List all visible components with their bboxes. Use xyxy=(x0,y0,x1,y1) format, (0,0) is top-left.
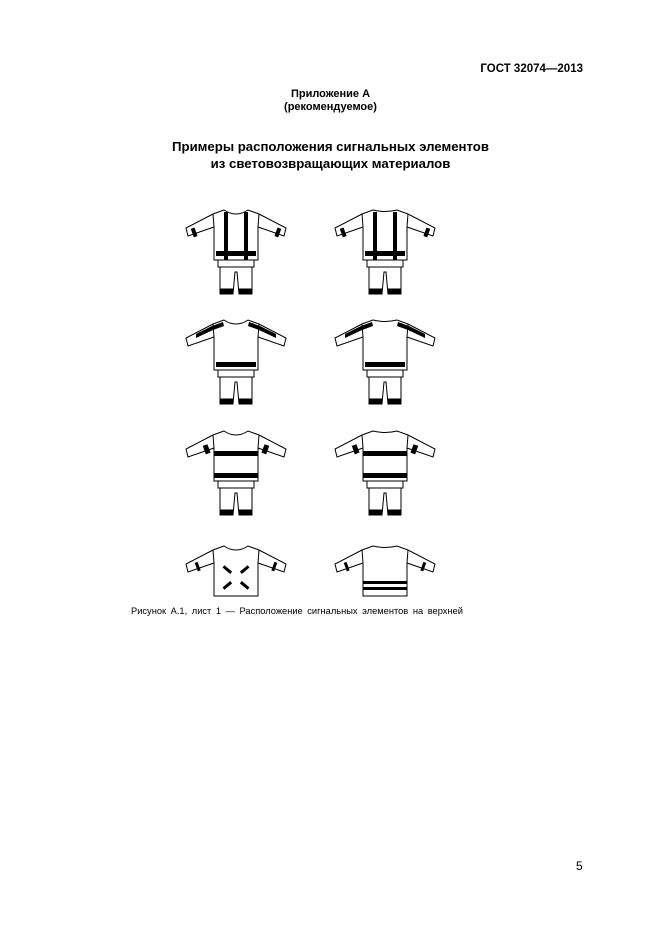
figure-caption: Рисунок А.1, лист 1 — Расположение сигнальных элементов на верхней xyxy=(131,606,463,616)
appendix-label: Приложение А xyxy=(290,88,371,100)
jacket-front-diagonal-patches xyxy=(186,546,286,596)
suit-back-vertical-suspender-stripes xyxy=(335,210,435,294)
suit-front-vertical-suspender-stripes xyxy=(186,210,286,294)
suit-back-horizontal-bands xyxy=(335,431,435,515)
suit-back-shoulder-stripes xyxy=(335,320,435,404)
figure-title-line1: Примеры расположения сигнальных элементов xyxy=(172,139,489,154)
figure-title-line2: из световозвращающих материалов xyxy=(210,156,451,171)
appendix-type: (рекомендуемое) xyxy=(284,101,377,113)
suit-front-horizontal-bands xyxy=(186,431,286,515)
suit-front-shoulder-stripes xyxy=(186,320,286,404)
jacket-back-hem-bands xyxy=(335,546,435,596)
page-number: 5 xyxy=(576,859,583,873)
doc-code: ГОСТ 32074—2013 xyxy=(480,63,583,75)
